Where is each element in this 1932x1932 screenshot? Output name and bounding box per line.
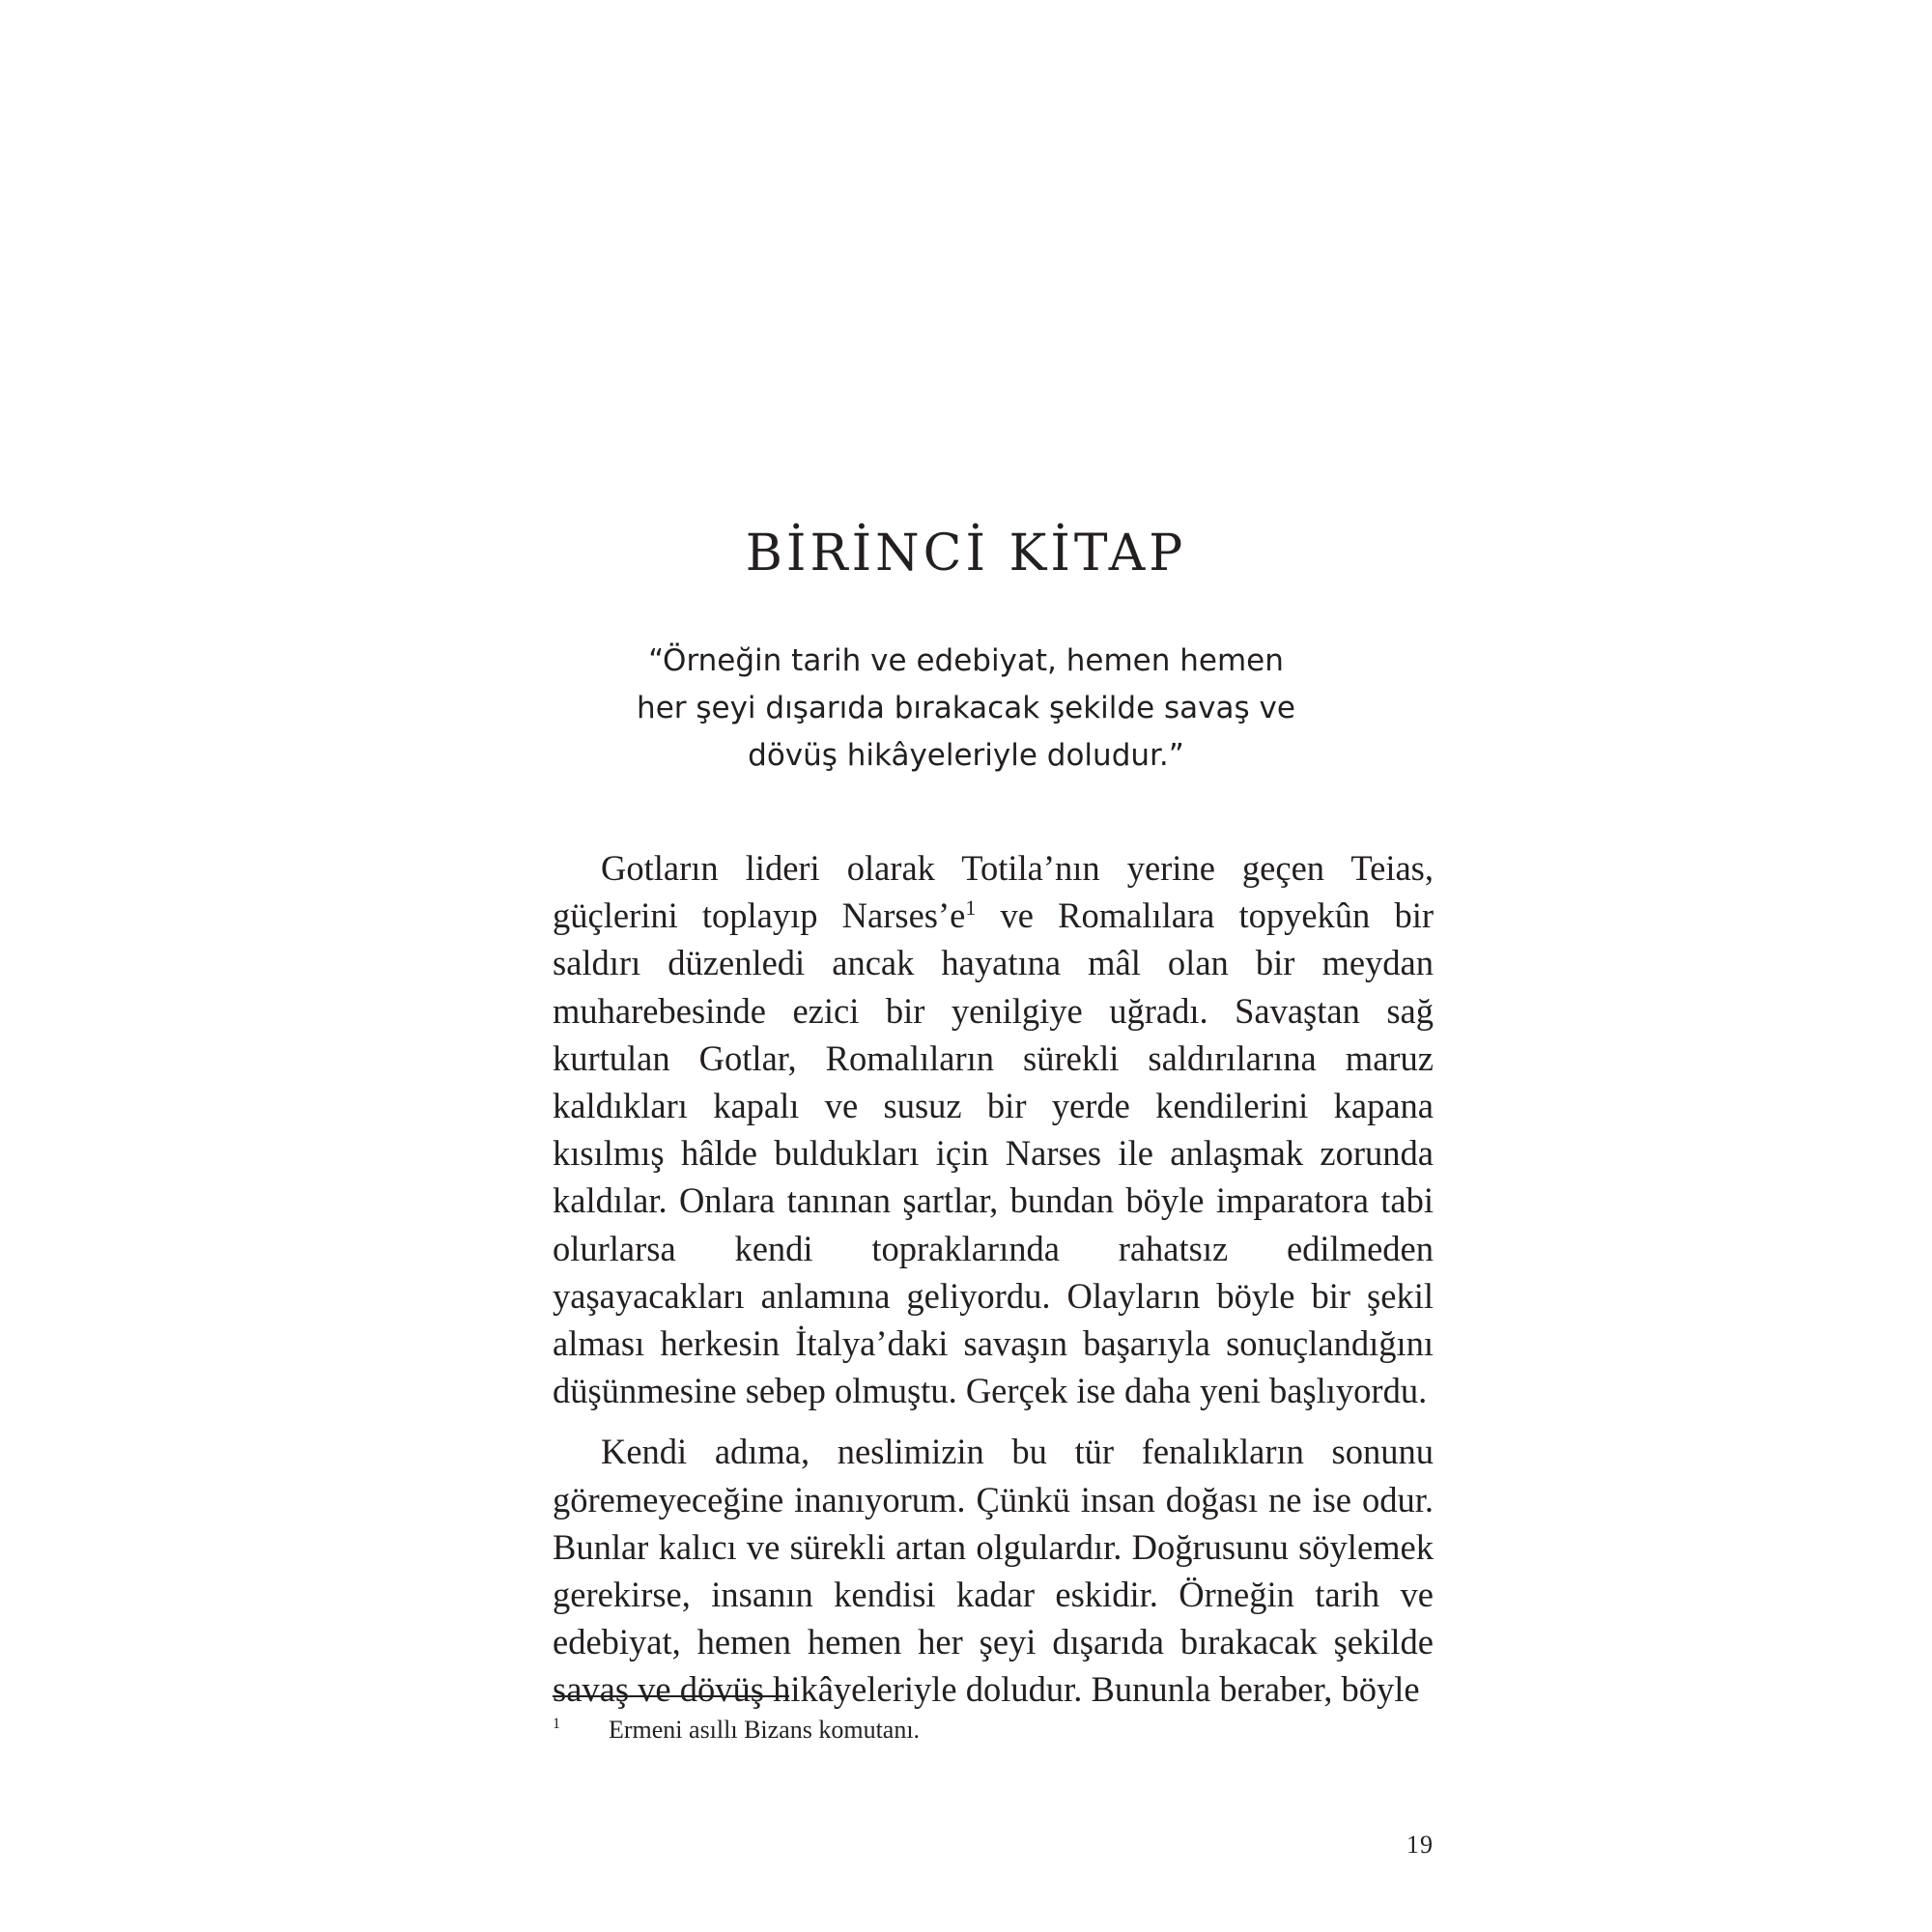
epigraph-line: dövüş hikâyeleriyle doludur.” <box>748 738 1184 773</box>
paragraph-1 <box>553 844 1434 1414</box>
epigraph-line: “Örneğin tarih ve edebiyat, hemen hemen <box>648 643 1284 678</box>
page-number: 19 <box>1406 1831 1434 1859</box>
paragraph-text: ve Romalılara topyekûn bir saldırı düzenledi ancak hayatına mâl olan bir meydan muharebesinde ezici bir yenilgiye uğradı. Savaştan sağ kurtulan Gotlar, Romalıların sürekli saldırılarına maruz kaldıkları kapalı ve susuz bir yerde kendilerini kapana kısılmış hâlde buldukları için Narses ile anlaşmak zorunda kaldılar. Onlara tanınan şartlar, bundan böyle imparatora tabi olurlarsa kendi topraklarında rahatsız edilmeden yaşayacakları anlamına geliyordu. Olayların böyle bir şekil alması herkesin İtalya’daki savaşın başarıyla sonuçlandığını düşünmesine sebep olmuştu. Gerçek ise daha yeni başlıyordu. <box>553 895 1434 1411</box>
footnote-text: Ermeni asıllı Bizans komutanı. <box>609 1716 921 1744</box>
epigraph-line: her şeyi dışarıda bırakacak şekilde savaş ve <box>637 691 1295 725</box>
paragraph-text: Gotların lideri olarak Totila’nın yerine geçen Teias, güçlerini toplayıp Narses’e <box>553 848 1434 936</box>
footnote-reference: 1 <box>965 895 977 921</box>
chapter-title: BİRİNCİ KİTAP <box>745 525 1187 582</box>
footnote: 1 Ermeni asıllı Bizans komutanı. <box>553 1716 921 1744</box>
epigraph <box>618 638 1314 780</box>
footnote-divider <box>553 1695 789 1697</box>
paragraph-2: Kendi adıma, neslimizin bu tür fenalıkların sonunu göremeyeceğine inanıyorum. Çünkü insan doğası ne ise odur. Bunlar kalıcı ve sürekli artan olgulardır. Doğrusunu söylemek gerekirse, insanın kendisi kadar eskidir. Örneğin tarih ve edebiyat, hemen hemen her şeyi dışarıda bırakacak şekilde savaş ve dövüş hikâyeleriyle doludur. Bununla beraber, böyle <box>553 1432 1434 1710</box>
body-text <box>553 844 1434 1714</box>
